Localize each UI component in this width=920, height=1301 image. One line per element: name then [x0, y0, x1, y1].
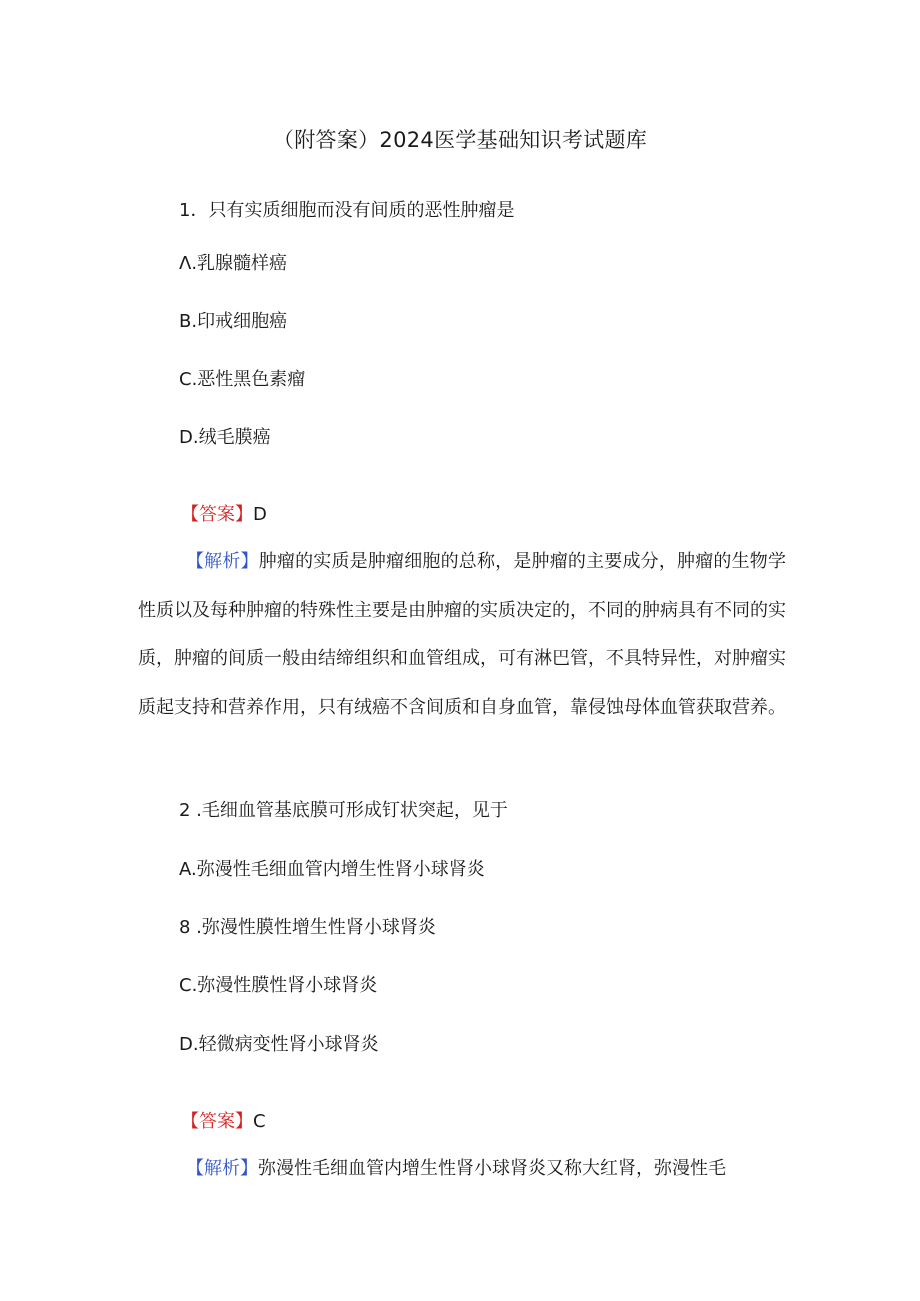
question-2-option-b: 8 .弥漫性膜性增生性肾小球肾炎: [179, 917, 436, 938]
question-2-option-d: D.轻微病变性肾小球肾炎: [179, 1034, 379, 1055]
answer-value: D: [253, 504, 267, 525]
document-title: （附答案）2024医学基础知识考试题库: [272, 128, 648, 152]
answer-value: C: [253, 1111, 266, 1132]
analysis-tag: 【解析】: [186, 551, 259, 572]
question-1-option-b: B.印戒细胞癌: [179, 311, 288, 332]
question-1-answer: [181, 501, 267, 529]
analysis-text: 弥漫性毛细血管内增生性肾小球肾炎又称大红肾，弥漫性毛: [258, 1158, 726, 1179]
analysis-tag: 【解析】: [186, 1158, 258, 1179]
question-1-option-c: C.恶性黑色素瘤: [179, 369, 306, 390]
question-1-analysis: [138, 538, 786, 732]
question-2-option-a: A.弥漫性毛细血管内增生性肾小球肾炎: [179, 859, 485, 880]
question-2-analysis: [138, 1145, 786, 1194]
question-1-stem: 1．只有实质细胞而没有间质的恶性肿瘤是: [179, 200, 515, 221]
analysis-text: 肿瘤的实质是肿瘤细胞的总称，是肿瘤的主要成分，肿瘤的生物学性质以及每种肿瘤的特殊性主要是由肿瘤的实质决定的，不同的肿病具有不同的实质，肿瘤的间质一般由结缔组织和血管组成，可有淋巴管，不具特异性，对肿瘤实质起支持和营养作用，只有绒癌不含间质和自身血管，靠侵蚀母体血管获取营养。: [138, 551, 786, 718]
question-2-answer: [181, 1108, 266, 1136]
question-1-option-a: Λ.乳腺髓样癌: [179, 253, 288, 274]
question-2-stem: 2 .毛细血管基底膜可形成钉状突起，见于: [179, 800, 508, 821]
answer-tag: 【答案】: [181, 504, 253, 525]
answer-tag: 【答案】: [181, 1111, 253, 1132]
question-2-option-c: C.弥漫性膜性肾小球肾炎: [179, 975, 378, 996]
question-1-option-d: D.绒毛膜癌: [179, 427, 271, 448]
